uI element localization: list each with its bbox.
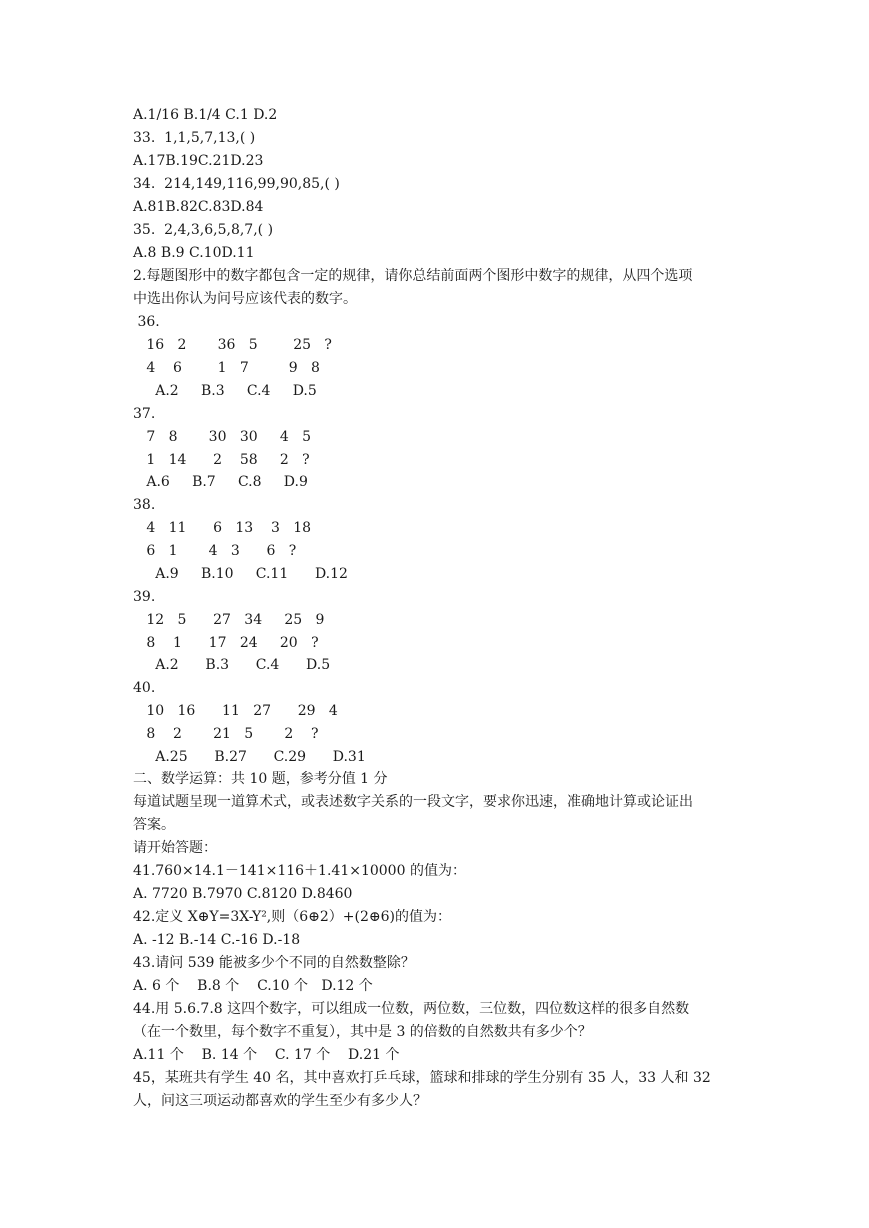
question-43: 43.请问 539 能被多少个不同的自然数整除？ <box>133 955 415 971</box>
question-42: 42.定义 X⊕Y=3X-Y²,则（6⊕2）+(2⊕6)的值为： <box>133 909 452 925</box>
question-36-row-1: 16 2 36 5 25 ? <box>133 337 332 353</box>
section-two-description-cont: 答案。 <box>133 817 175 833</box>
answer-options-43: A. 6 个 B.8 个 C.10 个 D.12 个 <box>133 978 373 994</box>
question-39-row-2: 8 1 17 24 20 ? <box>133 635 319 651</box>
question-39-number: 39. <box>133 589 156 605</box>
answer-options-36: A.2 B.3 C.4 D.5 <box>133 383 317 399</box>
question-37-row-1: 7 8 30 30 4 5 <box>133 429 312 445</box>
answer-options-38: A.9 B.10 C.11 D.12 <box>133 566 348 582</box>
question-33: 33. 1,1,5,7,13,( ) <box>133 130 256 146</box>
question-39-row-1: 12 5 27 34 25 9 <box>133 612 325 628</box>
answer-options-41: A. 7720 B.7970 C.8120 D.8460 <box>133 886 353 902</box>
question-35: 35. 2,4,3,6,5,8,7,( ) <box>133 222 274 238</box>
answer-options-35: A.8 B.9 C.10D.11 <box>133 245 255 261</box>
question-45: 45，某班共有学生 40 名，其中喜欢打乒乓球，篮球和排球的学生分别有 35 人，33 人和 32 <box>133 1070 711 1086</box>
question-38-row-1: 4 11 6 13 3 18 <box>133 520 312 536</box>
section-instruction-cont: 中选出你认为问号应该代表的数字。 <box>133 291 357 307</box>
answer-options-34: A.81B.82C.83D.84 <box>133 199 264 215</box>
question-37-row-2: 1 14 2 58 2 ? <box>133 452 310 468</box>
answer-options-32: A.1/16 B.1/4 C.1 D.2 <box>133 107 278 123</box>
question-36-row-2: 4 6 1 7 9 8 <box>133 360 320 376</box>
question-37-number: 37. <box>133 406 156 422</box>
question-40-number: 40. <box>133 680 156 696</box>
question-34: 34. 214,149,116,99,90,85,( ) <box>133 176 340 192</box>
start-prompt: 请开始答题： <box>133 840 217 856</box>
question-36-number: 36. <box>133 314 160 330</box>
question-45-cont: 人，问这三项运动都喜欢的学生至少有多少人？ <box>133 1093 427 1109</box>
question-38-row-2: 6 1 4 3 6 ? <box>133 543 297 559</box>
question-38-number: 38. <box>133 497 156 513</box>
question-44-cont: （在一个数里，每个数字不重复），其中是 3 的倍数的自然数共有多少个？ <box>133 1024 592 1040</box>
answer-options-33: A.17B.19C.21D.23 <box>133 153 264 169</box>
answer-options-40: A.25 B.27 C.29 D.31 <box>133 749 366 765</box>
answer-options-39: A.2 B.3 C.4 D.5 <box>133 657 331 673</box>
section-two-heading: 二、数学运算：共 10 题，参考分值 1 分 <box>133 771 388 787</box>
question-40-row-1: 10 16 11 27 29 4 <box>133 703 338 719</box>
answer-options-37: A.6 B.7 C.8 D.9 <box>133 474 308 490</box>
section-two-description: 每道试题呈现一道算术式，或表述数字关系的一段文字，要求你迅速，准确地计算或论证出 <box>133 794 693 810</box>
question-44: 44.用 5.6.7.8 这四个数字，可以组成一位数，两位数，三位数，四位数这样的很多自然数 <box>133 1001 690 1017</box>
answer-options-44: A.11 个 B. 14 个 C. 17 个 D.21 个 <box>133 1047 400 1063</box>
answer-options-42: A. -12 B.-14 C.-16 D.-18 <box>133 932 301 948</box>
question-40-row-2: 8 2 21 5 2 ? <box>133 726 319 742</box>
question-41: 41.760×14.1－141×116＋1.41×10000 的值为： <box>133 863 466 879</box>
section-instruction: 2.每题图形中的数字都包含一定的规律，请你总结前面两个图形中数字的规律，从四个选项 <box>133 268 693 284</box>
